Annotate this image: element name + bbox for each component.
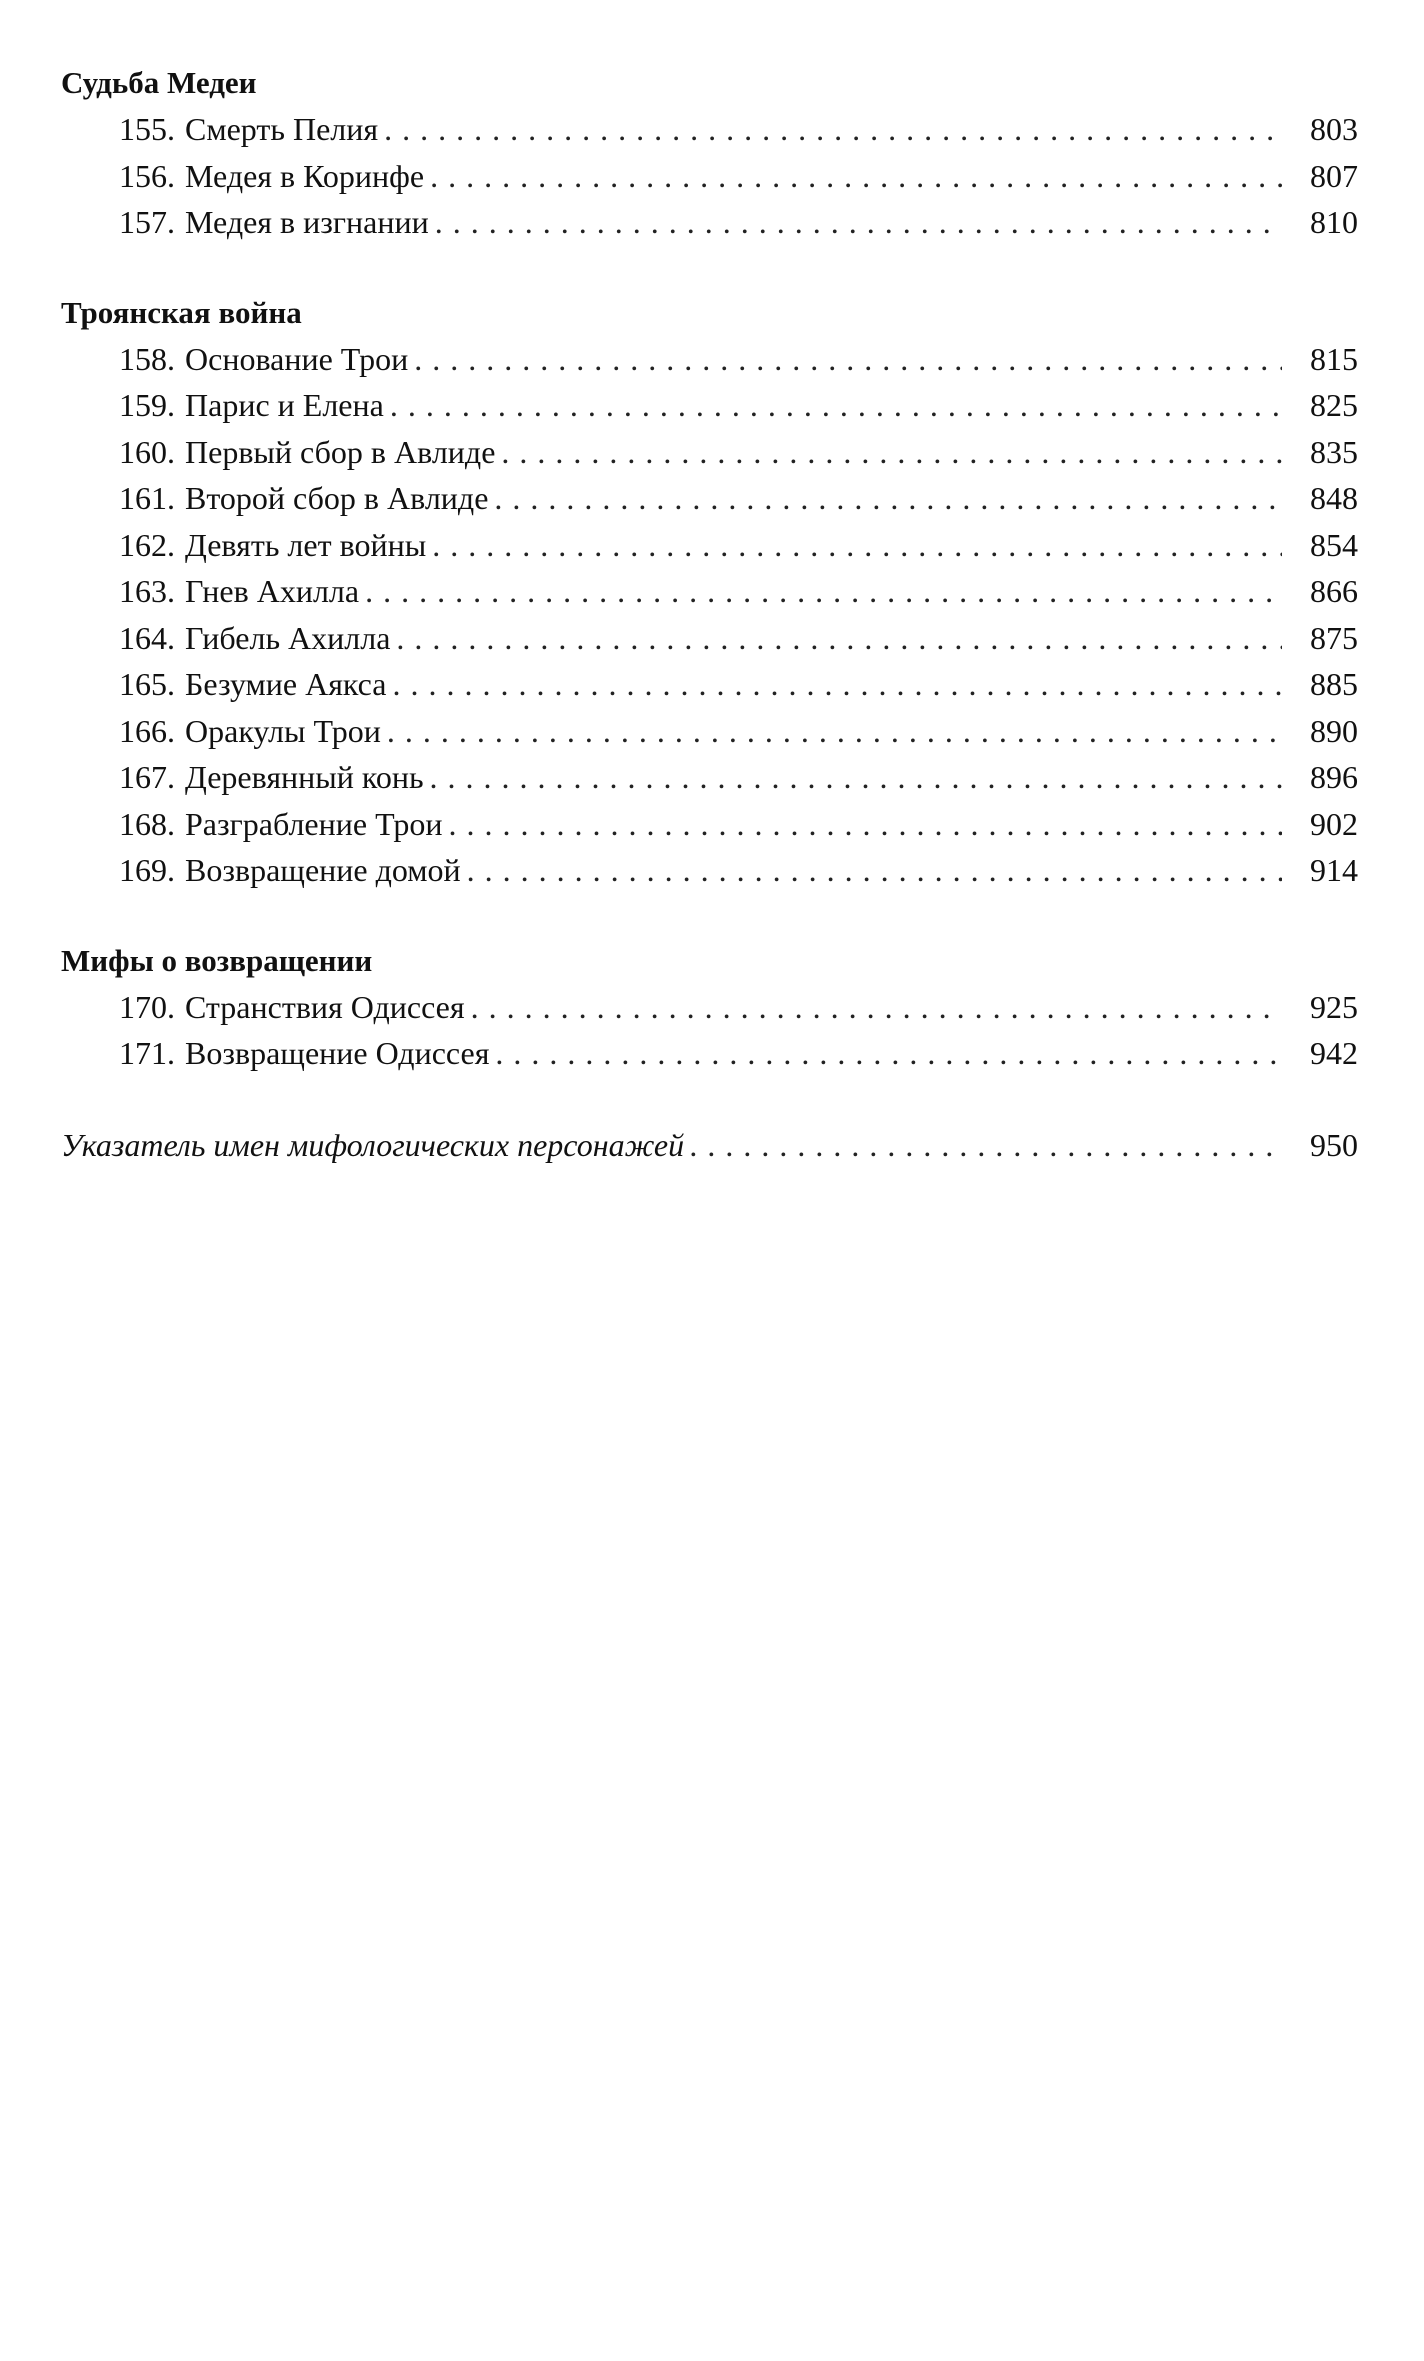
dot-leader xyxy=(501,429,1282,476)
entry-title: Гибель Ахилла xyxy=(185,619,391,656)
entry-title: Возвращение Одиссея xyxy=(185,1035,490,1071)
entry-page-number: 807 xyxy=(1310,157,1358,194)
toc-entry xyxy=(61,801,1358,848)
entry-number: 160. xyxy=(119,433,175,470)
dot-leader xyxy=(414,336,1282,383)
table-of-contents xyxy=(61,60,1358,1169)
index-entry xyxy=(61,1121,1358,1169)
entry-title: Разграбление Трои xyxy=(185,805,443,842)
toc-entry xyxy=(61,984,1358,1031)
toc-entry xyxy=(61,522,1358,569)
entry-page-number: 942 xyxy=(1310,1035,1358,1071)
dot-leader xyxy=(387,708,1282,755)
section-title: Мифы о возвращении xyxy=(61,942,373,978)
section-title: Судьба Медеи xyxy=(61,65,257,100)
entry-page-number: 815 xyxy=(1310,340,1358,377)
entry-title: Смерть Пелия xyxy=(185,111,379,147)
toc-entry xyxy=(61,106,1358,153)
entry-page-number: 854 xyxy=(1310,526,1358,563)
toc-entry xyxy=(61,1030,1358,1077)
entry-number: 156. xyxy=(119,157,175,194)
entry-page-number: 902 xyxy=(1310,805,1358,842)
entry-number: 169. xyxy=(119,852,175,888)
dot-leader xyxy=(471,984,1282,1031)
entry-page-number: 925 xyxy=(1310,988,1358,1025)
entry-page-number: 866 xyxy=(1310,573,1358,609)
entry-number: 171. xyxy=(119,1035,175,1071)
entry-page-number: 890 xyxy=(1310,712,1358,749)
entry-page-number: 914 xyxy=(1310,852,1358,888)
toc-entry xyxy=(61,661,1358,708)
toc-entry xyxy=(61,382,1358,429)
dot-leader xyxy=(495,1030,1282,1077)
toc-entry xyxy=(61,847,1358,894)
dot-leader xyxy=(430,754,1282,801)
toc-entry xyxy=(61,754,1358,801)
toc-entry xyxy=(61,336,1358,383)
toc-entry xyxy=(61,199,1358,246)
entry-number: 170. xyxy=(119,988,175,1025)
toc-entry xyxy=(61,153,1358,200)
index-entry-page-number: 950 xyxy=(1310,1126,1358,1163)
entry-page-number: 896 xyxy=(1310,759,1358,795)
entry-number: 164. xyxy=(119,619,175,656)
dot-leader xyxy=(392,661,1282,708)
entry-title: Оракулы Трои xyxy=(185,712,381,749)
toc-section-trojan-war xyxy=(61,290,1358,894)
toc-entry xyxy=(61,568,1358,615)
entry-page-number: 825 xyxy=(1310,387,1358,423)
entry-page-number: 875 xyxy=(1310,619,1358,656)
entry-page-number: 835 xyxy=(1310,433,1358,470)
entry-title: Девять лет войны xyxy=(185,526,427,563)
entry-title: Странствия Одиссея xyxy=(185,988,465,1025)
dot-leader xyxy=(390,382,1282,429)
dot-leader xyxy=(432,522,1282,569)
toc-section-medea xyxy=(61,60,1358,246)
entry-title: Второй сбор в Авлиде xyxy=(185,480,489,516)
entry-number: 168. xyxy=(119,805,175,842)
toc-section-return-myths xyxy=(61,938,1358,1077)
dot-leader xyxy=(396,615,1282,662)
entry-number: 165. xyxy=(119,666,175,702)
dot-leader xyxy=(384,106,1282,153)
entry-title: Безумие Аякса xyxy=(185,666,387,702)
entry-title: Гнев Ахилла xyxy=(185,573,360,609)
dot-leader xyxy=(449,801,1282,848)
entry-title: Деревянный конь xyxy=(185,759,424,795)
entry-page-number: 885 xyxy=(1310,666,1358,702)
entry-title: Основание Трои xyxy=(185,340,409,377)
entry-page-number: 848 xyxy=(1310,480,1358,516)
entry-page-number: 810 xyxy=(1310,204,1358,240)
toc-entry xyxy=(61,475,1358,522)
entry-title: Медея в изгнании xyxy=(185,204,429,240)
entry-title: Первый сбор в Авлиде xyxy=(185,433,496,470)
dot-leader xyxy=(690,1121,1282,1169)
entry-number: 159. xyxy=(119,387,175,423)
dot-leader xyxy=(365,568,1282,615)
entry-number: 155. xyxy=(119,111,175,147)
entry-number: 166. xyxy=(119,712,175,749)
index-entry-title: Указатель имен мифологических персонажей xyxy=(61,1126,685,1163)
entry-title: Возвращение домой xyxy=(185,852,461,888)
entry-number: 167. xyxy=(119,759,175,795)
dot-leader xyxy=(430,153,1282,200)
entry-number: 161. xyxy=(119,480,175,516)
section-title: Троянская война xyxy=(61,294,302,330)
toc-entry xyxy=(61,615,1358,662)
entry-page-number: 803 xyxy=(1310,111,1358,147)
entry-number: 162. xyxy=(119,526,175,563)
dot-leader xyxy=(467,847,1282,894)
dot-leader xyxy=(435,199,1282,246)
toc-entry xyxy=(61,429,1358,476)
entry-number: 163. xyxy=(119,573,175,609)
toc-entry xyxy=(61,708,1358,755)
dot-leader xyxy=(494,475,1282,522)
entry-title: Медея в Коринфе xyxy=(185,157,425,194)
entry-number: 157. xyxy=(119,204,175,240)
entry-number: 158. xyxy=(119,340,175,377)
entry-title: Парис и Елена xyxy=(185,387,384,423)
